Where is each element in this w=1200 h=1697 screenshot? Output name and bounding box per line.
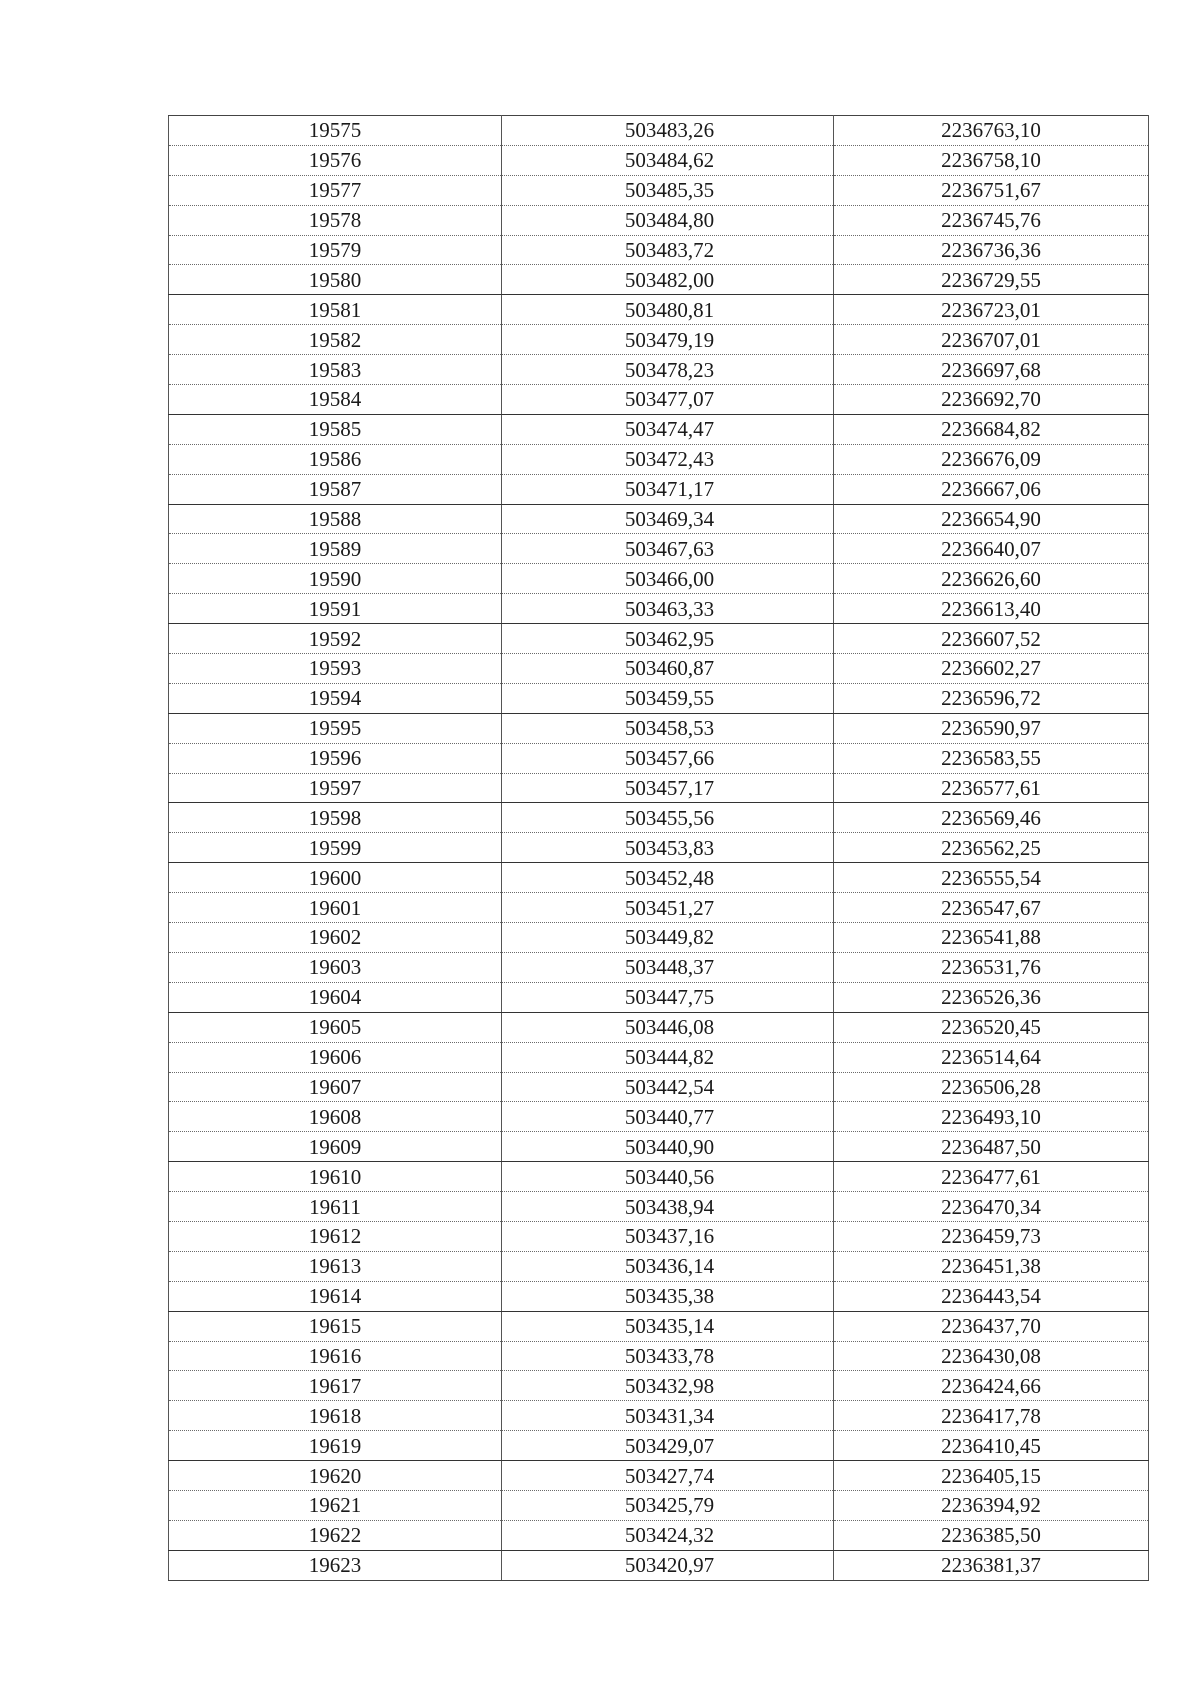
table-row xyxy=(169,1012,1149,1042)
table-row xyxy=(169,1042,1149,1072)
y-coordinate-cell: 2236451,38 xyxy=(834,1251,1149,1281)
table-row xyxy=(169,295,1149,325)
x-coordinate-cell: 503440,90 xyxy=(502,1132,834,1162)
point-number-cell: 19607 xyxy=(169,1072,502,1102)
x-coordinate-cell: 503462,95 xyxy=(502,624,834,654)
table-row xyxy=(169,1311,1149,1341)
x-coordinate-cell: 503463,33 xyxy=(502,594,834,624)
point-number-cell: 19595 xyxy=(169,713,502,743)
table-row xyxy=(169,534,1149,564)
point-number-cell: 19602 xyxy=(169,923,502,953)
y-coordinate-cell: 2236417,78 xyxy=(834,1401,1149,1431)
x-coordinate-cell: 503433,78 xyxy=(502,1341,834,1371)
x-coordinate-cell: 503474,47 xyxy=(502,414,834,444)
table-row xyxy=(169,863,1149,893)
table-row xyxy=(169,1431,1149,1461)
x-coordinate-cell: 503437,16 xyxy=(502,1221,834,1251)
y-coordinate-cell: 2236583,55 xyxy=(834,743,1149,773)
point-number-cell: 19588 xyxy=(169,504,502,534)
x-coordinate-cell: 503467,63 xyxy=(502,534,834,564)
x-coordinate-cell: 503442,54 xyxy=(502,1072,834,1102)
y-coordinate-cell: 2236493,10 xyxy=(834,1102,1149,1132)
y-coordinate-cell: 2236729,55 xyxy=(834,265,1149,295)
point-number-cell: 19596 xyxy=(169,743,502,773)
y-coordinate-cell: 2236410,45 xyxy=(834,1431,1149,1461)
table-row xyxy=(169,1251,1149,1281)
x-coordinate-cell: 503479,19 xyxy=(502,325,834,355)
x-coordinate-cell: 503440,77 xyxy=(502,1102,834,1132)
x-coordinate-cell: 503431,34 xyxy=(502,1401,834,1431)
table-row xyxy=(169,444,1149,474)
point-number-cell: 19604 xyxy=(169,982,502,1012)
y-coordinate-cell: 2236736,36 xyxy=(834,235,1149,265)
table-row xyxy=(169,414,1149,444)
table-row xyxy=(169,116,1149,146)
point-number-cell: 19575 xyxy=(169,116,502,146)
y-coordinate-cell: 2236520,45 xyxy=(834,1012,1149,1042)
y-coordinate-cell: 2236430,08 xyxy=(834,1341,1149,1371)
table-row xyxy=(169,474,1149,504)
point-number-cell: 19590 xyxy=(169,564,502,594)
table-row xyxy=(169,175,1149,205)
y-coordinate-cell: 2236541,88 xyxy=(834,923,1149,953)
x-coordinate-cell: 503429,07 xyxy=(502,1431,834,1461)
x-coordinate-cell: 503466,00 xyxy=(502,564,834,594)
y-coordinate-cell: 2236613,40 xyxy=(834,594,1149,624)
y-coordinate-cell: 2236477,61 xyxy=(834,1162,1149,1192)
table-row xyxy=(169,923,1149,953)
point-number-cell: 19617 xyxy=(169,1371,502,1401)
y-coordinate-cell: 2236394,92 xyxy=(834,1490,1149,1520)
x-coordinate-cell: 503453,83 xyxy=(502,833,834,863)
point-number-cell: 19621 xyxy=(169,1490,502,1520)
y-coordinate-cell: 2236385,50 xyxy=(834,1520,1149,1550)
x-coordinate-cell: 503484,80 xyxy=(502,205,834,235)
y-coordinate-cell: 2236531,76 xyxy=(834,952,1149,982)
point-number-cell: 19585 xyxy=(169,414,502,444)
coordinates-table-body xyxy=(169,116,1149,1581)
point-number-cell: 19613 xyxy=(169,1251,502,1281)
table-row xyxy=(169,235,1149,265)
y-coordinate-cell: 2236751,67 xyxy=(834,175,1149,205)
y-coordinate-cell: 2236707,01 xyxy=(834,325,1149,355)
table-row xyxy=(169,952,1149,982)
point-number-cell: 19598 xyxy=(169,803,502,833)
x-coordinate-cell: 503449,82 xyxy=(502,923,834,953)
table-row xyxy=(169,145,1149,175)
point-number-cell: 19580 xyxy=(169,265,502,295)
point-number-cell: 19622 xyxy=(169,1520,502,1550)
table-row xyxy=(169,504,1149,534)
y-coordinate-cell: 2236676,09 xyxy=(834,444,1149,474)
y-coordinate-cell: 2236684,82 xyxy=(834,414,1149,444)
y-coordinate-cell: 2236745,76 xyxy=(834,205,1149,235)
point-number-cell: 19614 xyxy=(169,1281,502,1311)
table-row xyxy=(169,1102,1149,1132)
x-coordinate-cell: 503420,97 xyxy=(502,1550,834,1580)
x-coordinate-cell: 503438,94 xyxy=(502,1192,834,1222)
point-number-cell: 19609 xyxy=(169,1132,502,1162)
point-number-cell: 19616 xyxy=(169,1341,502,1371)
table-row xyxy=(169,833,1149,863)
x-coordinate-cell: 503447,75 xyxy=(502,982,834,1012)
y-coordinate-cell: 2236514,64 xyxy=(834,1042,1149,1072)
y-coordinate-cell: 2236381,37 xyxy=(834,1550,1149,1580)
table-row xyxy=(169,683,1149,713)
y-coordinate-cell: 2236526,36 xyxy=(834,982,1149,1012)
y-coordinate-cell: 2236626,60 xyxy=(834,564,1149,594)
x-coordinate-cell: 503458,53 xyxy=(502,713,834,743)
table-row xyxy=(169,355,1149,385)
table-row xyxy=(169,1550,1149,1580)
x-coordinate-cell: 503427,74 xyxy=(502,1461,834,1491)
table-row xyxy=(169,1162,1149,1192)
y-coordinate-cell: 2236758,10 xyxy=(834,145,1149,175)
point-number-cell: 19623 xyxy=(169,1550,502,1580)
table-row xyxy=(169,1401,1149,1431)
point-number-cell: 19597 xyxy=(169,773,502,803)
y-coordinate-cell: 2236405,15 xyxy=(834,1461,1149,1491)
point-number-cell: 19605 xyxy=(169,1012,502,1042)
table-row xyxy=(169,773,1149,803)
y-coordinate-cell: 2236596,72 xyxy=(834,683,1149,713)
point-number-cell: 19611 xyxy=(169,1192,502,1222)
x-coordinate-cell: 503471,17 xyxy=(502,474,834,504)
x-coordinate-cell: 503472,43 xyxy=(502,444,834,474)
y-coordinate-cell: 2236607,52 xyxy=(834,624,1149,654)
y-coordinate-cell: 2236555,54 xyxy=(834,863,1149,893)
point-number-cell: 19600 xyxy=(169,863,502,893)
table-row xyxy=(169,325,1149,355)
y-coordinate-cell: 2236763,10 xyxy=(834,116,1149,146)
y-coordinate-cell: 2236547,67 xyxy=(834,893,1149,923)
table-row xyxy=(169,385,1149,415)
y-coordinate-cell: 2236602,27 xyxy=(834,654,1149,684)
point-number-cell: 19620 xyxy=(169,1461,502,1491)
point-number-cell: 19581 xyxy=(169,295,502,325)
table-row xyxy=(169,624,1149,654)
table-row xyxy=(169,1461,1149,1491)
y-coordinate-cell: 2236667,06 xyxy=(834,474,1149,504)
x-coordinate-cell: 503432,98 xyxy=(502,1371,834,1401)
x-coordinate-cell: 503480,81 xyxy=(502,295,834,325)
y-coordinate-cell: 2236506,28 xyxy=(834,1072,1149,1102)
x-coordinate-cell: 503436,14 xyxy=(502,1251,834,1281)
table-row xyxy=(169,205,1149,235)
y-coordinate-cell: 2236640,07 xyxy=(834,534,1149,564)
point-number-cell: 19593 xyxy=(169,654,502,684)
table-row xyxy=(169,1490,1149,1520)
point-number-cell: 19619 xyxy=(169,1431,502,1461)
y-coordinate-cell: 2236590,97 xyxy=(834,713,1149,743)
y-coordinate-cell: 2236697,68 xyxy=(834,355,1149,385)
point-number-cell: 19592 xyxy=(169,624,502,654)
table-row xyxy=(169,1132,1149,1162)
point-number-cell: 19591 xyxy=(169,594,502,624)
x-coordinate-cell: 503448,37 xyxy=(502,952,834,982)
table-row xyxy=(169,1520,1149,1550)
x-coordinate-cell: 503457,17 xyxy=(502,773,834,803)
table-row xyxy=(169,1371,1149,1401)
point-number-cell: 19618 xyxy=(169,1401,502,1431)
y-coordinate-cell: 2236723,01 xyxy=(834,295,1149,325)
point-number-cell: 19579 xyxy=(169,235,502,265)
table-row xyxy=(169,803,1149,833)
point-number-cell: 19589 xyxy=(169,534,502,564)
y-coordinate-cell: 2236487,50 xyxy=(834,1132,1149,1162)
table-row xyxy=(169,564,1149,594)
table-row xyxy=(169,893,1149,923)
table-row xyxy=(169,1221,1149,1251)
x-coordinate-cell: 503477,07 xyxy=(502,385,834,415)
table-row xyxy=(169,1072,1149,1102)
y-coordinate-cell: 2236459,73 xyxy=(834,1221,1149,1251)
x-coordinate-cell: 503482,00 xyxy=(502,265,834,295)
point-number-cell: 19615 xyxy=(169,1311,502,1341)
point-number-cell: 19610 xyxy=(169,1162,502,1192)
table-row xyxy=(169,265,1149,295)
y-coordinate-cell: 2236654,90 xyxy=(834,504,1149,534)
table-row xyxy=(169,713,1149,743)
point-number-cell: 19608 xyxy=(169,1102,502,1132)
x-coordinate-cell: 503455,56 xyxy=(502,803,834,833)
x-coordinate-cell: 503483,72 xyxy=(502,235,834,265)
x-coordinate-cell: 503484,62 xyxy=(502,145,834,175)
x-coordinate-cell: 503435,38 xyxy=(502,1281,834,1311)
x-coordinate-cell: 503440,56 xyxy=(502,1162,834,1192)
y-coordinate-cell: 2236569,46 xyxy=(834,803,1149,833)
x-coordinate-cell: 503425,79 xyxy=(502,1490,834,1520)
x-coordinate-cell: 503485,35 xyxy=(502,175,834,205)
table-row xyxy=(169,594,1149,624)
y-coordinate-cell: 2236577,61 xyxy=(834,773,1149,803)
x-coordinate-cell: 503457,66 xyxy=(502,743,834,773)
point-number-cell: 19582 xyxy=(169,325,502,355)
x-coordinate-cell: 503424,32 xyxy=(502,1520,834,1550)
x-coordinate-cell: 503459,55 xyxy=(502,683,834,713)
point-number-cell: 19612 xyxy=(169,1221,502,1251)
x-coordinate-cell: 503451,27 xyxy=(502,893,834,923)
point-number-cell: 19586 xyxy=(169,444,502,474)
x-coordinate-cell: 503460,87 xyxy=(502,654,834,684)
point-number-cell: 19601 xyxy=(169,893,502,923)
point-number-cell: 19594 xyxy=(169,683,502,713)
y-coordinate-cell: 2236692,70 xyxy=(834,385,1149,415)
x-coordinate-cell: 503435,14 xyxy=(502,1311,834,1341)
table-row xyxy=(169,1192,1149,1222)
x-coordinate-cell: 503444,82 xyxy=(502,1042,834,1072)
table-row xyxy=(169,654,1149,684)
table-row xyxy=(169,1341,1149,1371)
y-coordinate-cell: 2236443,54 xyxy=(834,1281,1149,1311)
point-number-cell: 19599 xyxy=(169,833,502,863)
x-coordinate-cell: 503469,34 xyxy=(502,504,834,534)
y-coordinate-cell: 2236470,34 xyxy=(834,1192,1149,1222)
x-coordinate-cell: 503452,48 xyxy=(502,863,834,893)
point-number-cell: 19606 xyxy=(169,1042,502,1072)
y-coordinate-cell: 2236562,25 xyxy=(834,833,1149,863)
point-number-cell: 19603 xyxy=(169,952,502,982)
point-number-cell: 19578 xyxy=(169,205,502,235)
x-coordinate-cell: 503478,23 xyxy=(502,355,834,385)
point-number-cell: 19576 xyxy=(169,145,502,175)
table-row xyxy=(169,1281,1149,1311)
x-coordinate-cell: 503446,08 xyxy=(502,1012,834,1042)
table-row xyxy=(169,982,1149,1012)
x-coordinate-cell: 503483,26 xyxy=(502,116,834,146)
point-number-cell: 19587 xyxy=(169,474,502,504)
y-coordinate-cell: 2236437,70 xyxy=(834,1311,1149,1341)
y-coordinate-cell: 2236424,66 xyxy=(834,1371,1149,1401)
point-number-cell: 19583 xyxy=(169,355,502,385)
point-number-cell: 19584 xyxy=(169,385,502,415)
point-number-cell: 19577 xyxy=(169,175,502,205)
table-row xyxy=(169,743,1149,773)
coordinates-table xyxy=(168,115,1149,1581)
